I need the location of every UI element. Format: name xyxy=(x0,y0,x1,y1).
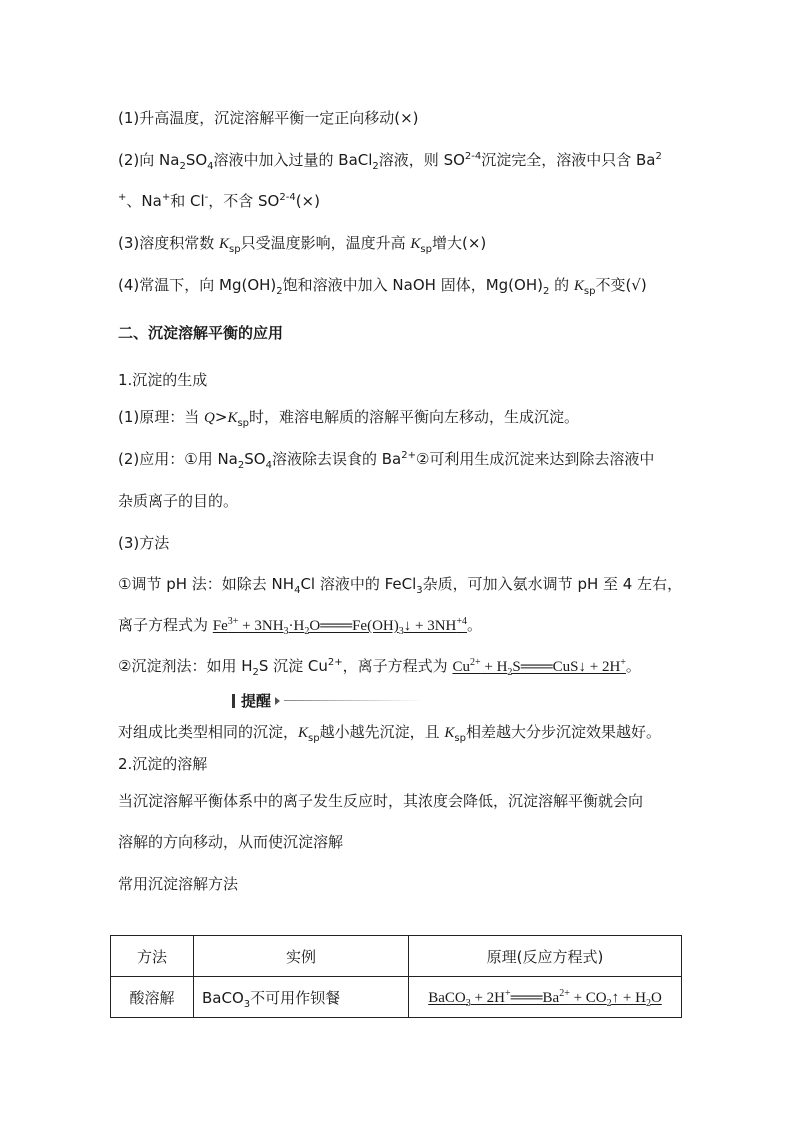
dissolution-body-line-2: 溶解的方向移动，从而使沉淀溶解 xyxy=(118,833,344,851)
section-title: 二、沉淀溶解平衡的应用 xyxy=(118,324,284,342)
table-header-row xyxy=(111,936,682,977)
judgment-item-2-cont: +、Na+和 Cl-，不含 $SO^{2-4}(\times)$ xyxy=(118,192,320,210)
ionic-equation-cu: $Cu^{2+}$ + $H_2S═══CuS↓ + 2H^+$ xyxy=(452,657,626,678)
table-cell-equation: BaCO$_3$ + $2H^+═══Ba^{2+}$ + $CO_2↑ + H_2O$ xyxy=(409,977,682,1018)
ionic-equation-line: 离子方程式为 $Fe^{3+}$ + $3NH_3\cdot H_2O═══Fe(OH)_3↓ + 3NH^{+4}$。 xyxy=(118,616,483,637)
ionic-equation-fe: $Fe^{3+}$ + $3NH_3\cdot H_2O═══Fe(OH)_3↓ + 3NH^{+4}$ xyxy=(212,616,468,637)
tip-text: 对组成比类型相同的沉淀，$K_{sp}$越小越先沉淀，且 $K_{sp}$相差越大分步沉淀效果越好。 xyxy=(118,723,661,744)
principle-text: (1)原理：当 $Q>K_{sp}$时，难溶电解质的溶解平衡向左移动，生成沉淀。 xyxy=(118,408,580,429)
judgment-item-1: (1)升高温度，沉淀溶解平衡一定正向移动(×) xyxy=(118,109,419,127)
judgment-item-4: (4)常温下，向 $Mg(OH)_2$饱和溶液中加入 NaOH 固体，$Mg(OH)_2$ 的 $K_{sp}$不变(√) xyxy=(118,276,647,297)
tip-label-bar xyxy=(232,690,424,711)
table-header-example: 实例 xyxy=(194,936,409,977)
application-text-cont: 杂质离子的目的。 xyxy=(118,492,239,510)
ph-method-text: ①调节 pH 法：如除去 $NH_4Cl$ 溶液中的 FeCl$_3$杂质，可加入氨水调节 pH 至 4 左右， xyxy=(118,575,683,596)
table-header-principle: 原理(反应方程式) xyxy=(409,936,682,977)
table-cell-method: 酸溶解 xyxy=(111,977,194,1018)
method-heading: (3)方法 xyxy=(118,534,170,552)
application-text: (2)应用：①用 $Na_2SO_4$溶液除去误食的 $Ba^{2+}②$可利用生成沉淀来达到除去溶液中 xyxy=(118,450,655,471)
tip-bar-icon xyxy=(232,694,235,708)
triangle-right-icon xyxy=(275,697,280,705)
methods-title: 常用沉淀溶解方法 xyxy=(118,875,239,893)
tip-label: 提醒 xyxy=(241,692,272,710)
table-header-method: 方法 xyxy=(111,936,194,977)
dissolution-methods-table xyxy=(110,935,682,1018)
subsection-heading-precipitation-dissolution: 2.沉淀的溶解 xyxy=(118,755,208,773)
tip-divider xyxy=(284,700,424,701)
dissolution-body-line-1: 当沉淀溶解平衡体系中的离子发生反应时，其浓度会降低，沉淀溶解平衡就会向 xyxy=(118,792,644,810)
table-cell-example: BaCO$_3$不可用作钡餐 xyxy=(194,977,409,1018)
table-row xyxy=(111,977,682,1018)
judgment-item-3: (3)溶度积常数 $K_{sp}$只受温度影响，温度升高 $K_{sp}$增大(×) xyxy=(118,234,487,255)
judgment-item-2: (2)向 $Na_2SO_4$溶液中加入过量的 BaCl$_2$溶液，则 SO$^{2-4}$沉淀完全，溶液中只含 Ba$^2$ xyxy=(118,151,662,172)
subsection-heading-precipitation-formation: 1.沉淀的生成 xyxy=(118,371,208,389)
precipitant-method-text: ②沉淀剂法：如用 $H_2S$ 沉淀 $Cu^{2+}$，离子方程式为 $Cu^{2+}$ + $H_2S═══CuS↓ + 2H^+$。 xyxy=(118,657,641,678)
